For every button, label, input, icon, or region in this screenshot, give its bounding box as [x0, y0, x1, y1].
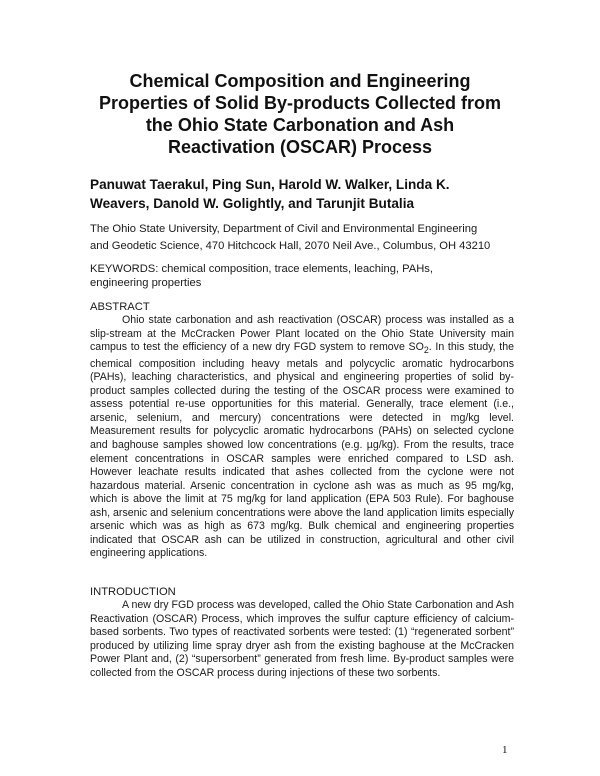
introduction-body — [90, 599, 514, 680]
abstract-text-continued: . In this study, the chemical composition including heavy metals and polycyclic aromatic hydrocarbons (PAHs), leaching characteristics, and physical and engineering properties of solid by-product samples collected during the testing of the OSCAR process were examined to assess potential re-use opportunities for this material. Generally, trace element (i.e., arsenic, selenium, and mercury) concentrations were detected in mg/kg level. Measurement results for polycyclic aromatic hydrocarbons (PAHs) on selected cyclone and baghouse samples showed low concentrations (e.g. µg/kg). From the results, trace element concentrations in OSCAR samples were enriched compared to LSD ash. However leachate results indicated that ashes collected from the cyclone were not hazardous material. Arsenic concentration in cyclone ash was as much as 95 mg/kg, which is above the limit at 75 mg/kg for land application (EPA 503 Rule). For baghouse ash, arsenic and selenium concentrations were above the land application limits especially arsenic which was as high as 673 mg/kg. Bulk chemical and engineering properties indicated that OSCAR ash can be utilized in construction, agricultural and other civil engineering applications. — [90, 341, 514, 560]
abstract-text: Ohio state carbonation and ash reactivation (OSCAR) process was installed as a slip-stream at the McCracken Power Plant located on the Ohio State University main campus to test the efficiency of a new dry FGD system to remove SO — [90, 314, 514, 354]
abstract-heading: ABSTRACT — [90, 301, 150, 313]
keywords-line: engineering properties — [90, 276, 202, 289]
abstract-body — [90, 314, 514, 561]
page-number: 1 — [502, 744, 508, 756]
author-line: Weavers, Danold W. Golightly, and Tarunjit Butalia — [90, 196, 415, 211]
keywords-line: KEYWORDS: chemical composition, trace elements, leaching, PAHs, — [90, 263, 434, 275]
introduction-text: A new dry FGD process was developed, called the Ohio State Carbonation and Ash Reactivation (OSCAR) Process, which improves the sulfur capture efficiency of calcium-based sorbents. Two types of reactivated sorbents were tested: (1) “regenerated sorbent” produced by utilizing lime spray dryer ash from the existing baghouse at the McCracken Power Plant and, (2) “supersorbent” generated from fresh lime. By-product samples were collected from the OSCAR process during injections of these two sorbents. — [90, 599, 514, 679]
keywords — [90, 263, 530, 290]
affiliation — [90, 221, 530, 255]
subscript: 2 — [423, 345, 429, 356]
introduction-heading: INTRODUCTION — [90, 586, 176, 598]
affiliation-line: and Geodetic Science, 470 Hitchcock Hall, 2070 Neil Ave., Columbus, OH 43210 — [90, 240, 491, 252]
affiliation-line: The Ohio State University, Department of Civil and Environmental Engineering — [90, 223, 478, 235]
author-line: Panuwat Taerakul, Ping Sun, Harold W. Walker, Linda K. — [90, 177, 450, 192]
paper-title: Chemical Composition and Engineering Properties of Solid By-products Collected from the Ohio State Carbonation and Ash Reactivation (OSCAR) Process — [98, 71, 502, 157]
author-list — [90, 175, 520, 213]
